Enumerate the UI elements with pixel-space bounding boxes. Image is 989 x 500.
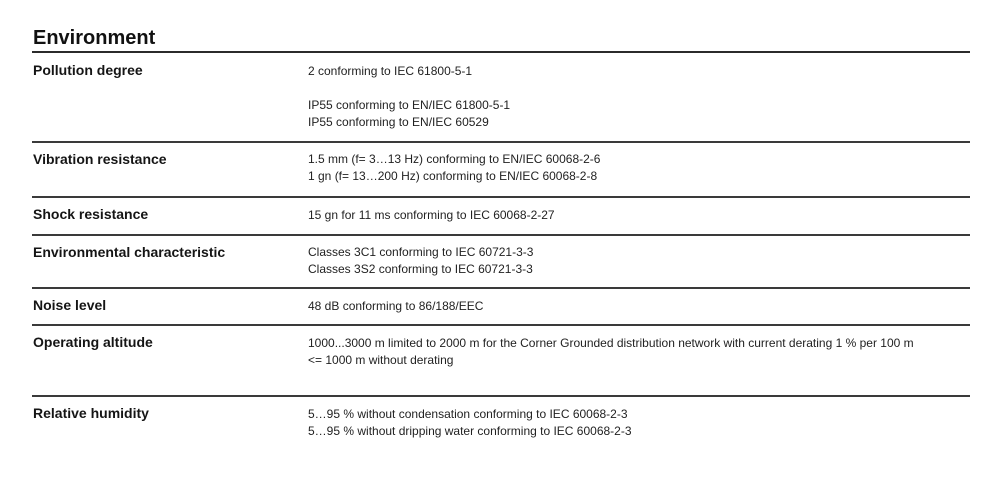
spec-label: Vibration resistance — [33, 151, 167, 167]
spec-row-relative-humidity — [32, 397, 970, 447]
spec-row-vibration-resistance — [32, 143, 970, 198]
spec-label: Operating altitude — [33, 334, 153, 350]
spec-row-environmental-characteristic — [32, 236, 970, 289]
spec-value-line: IP55 conforming to EN/IEC 60529 — [308, 115, 489, 129]
spec-value-line: 48 dB conforming to 86/188/EEC — [308, 299, 484, 313]
spec-value — [308, 298, 968, 315]
spec-value-line: 5…95 % without condensation conforming to IEC 60068-2-3 — [308, 407, 628, 421]
spec-value — [308, 63, 968, 131]
spec-row-pollution-degree — [32, 53, 970, 143]
spec-sheet — [32, 24, 970, 447]
spec-label: Environmental characteristic — [33, 244, 226, 260]
spec-value-line: IP55 conforming to EN/IEC 61800-5-1 — [308, 98, 511, 112]
spec-value-gap — [308, 80, 968, 97]
spec-value-line: 2 conforming to IEC 61800-5-1 — [308, 64, 473, 78]
spec-value-line: 1.5 mm (f= 3…13 Hz) conforming to EN/IEC 60068-2-6 — [308, 152, 601, 166]
spec-label: Shock resistance — [33, 206, 149, 222]
spec-value-line: 15 gn for 11 ms conforming to IEC 60068-2-27 — [308, 208, 555, 222]
spec-row-noise-level — [32, 289, 970, 326]
spec-value-line: <= 1000 m without derating — [308, 353, 454, 367]
spec-row-operating-altitude — [32, 326, 970, 397]
spec-label: Pollution degree — [33, 62, 143, 78]
spec-value — [308, 244, 968, 278]
spec-value-line: 1 gn (f= 13…200 Hz) conforming to EN/IEC 60068-2-8 — [308, 169, 598, 183]
spec-value-line: Classes 3C1 conforming to IEC 60721-3-3 — [308, 245, 534, 259]
spec-value — [308, 151, 968, 185]
spec-label: Noise level — [33, 297, 107, 313]
spec-value — [308, 335, 968, 369]
spec-value-line: 1000...3000 m limited to 2000 m for the Corner Grounded distribution network with current derating 1 % per 100 m — [308, 336, 914, 350]
spec-label: Relative humidity — [33, 405, 149, 421]
spec-value — [308, 207, 968, 224]
spec-value-line: Classes 3S2 conforming to IEC 60721-3-3 — [308, 262, 533, 276]
spec-value-line: 5…95 % without dripping water conforming to IEC 60068-2-3 — [308, 424, 632, 438]
spec-row-shock-resistance — [32, 198, 970, 236]
section-title: Environment — [33, 27, 156, 49]
spec-value — [308, 406, 968, 440]
